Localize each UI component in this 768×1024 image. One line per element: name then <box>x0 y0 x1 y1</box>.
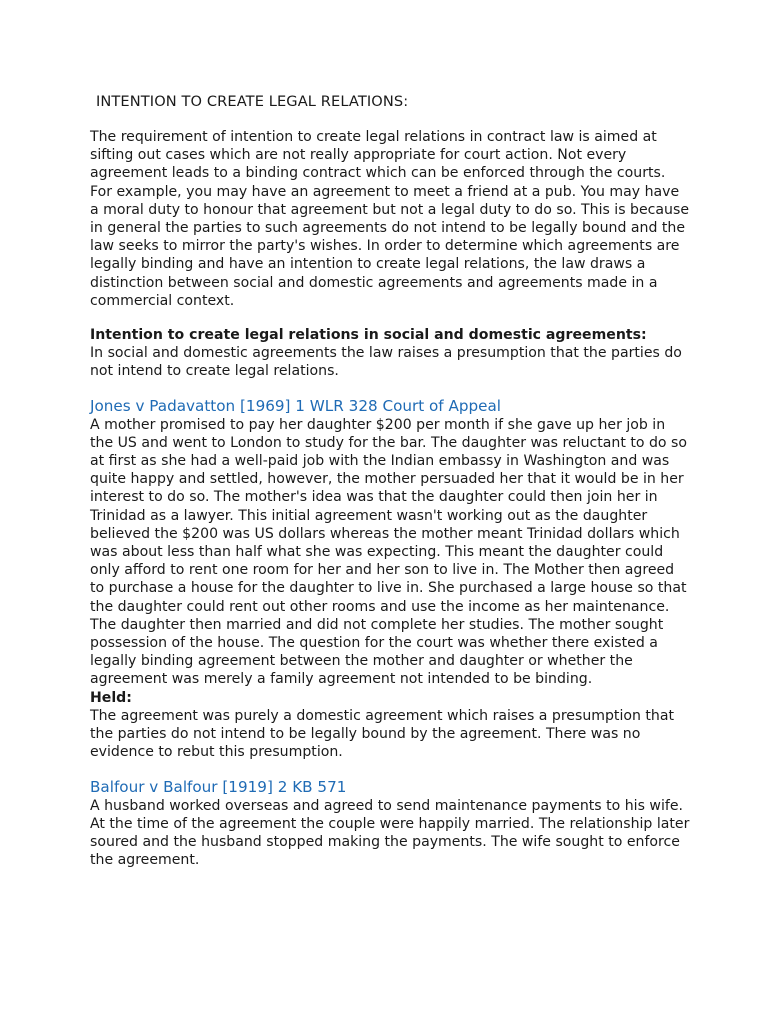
case-facts-balfour: A husband worked overseas and agreed to send maintenance payments to his wife. At the time of the agreement the couple were happily married. The relationship later soured and the husband stopped making the payments. The wife sought to enforce the agreement. <box>90 797 690 869</box>
case-title-balfour: Balfour v Balfour [1919] 2 KB 571 <box>90 777 347 796</box>
section-text: In social and domestic agreements the law raises a presumption that the parties do not intend to create legal relations. <box>90 345 682 380</box>
case-balfour-v-balfour <box>90 778 690 870</box>
intro-paragraph: The requirement of intention to create legal relations in contract law is aimed at sifting out cases which are not really appropriate for court action. Not every agreement leads to a binding contract which can be enforced through the courts. For example, you may have an agreement to meet a friend at a pub. You may have a moral duty to honour that agreement but not a legal duty to do so. This is because in general the parties to such agreements do not intend to be legally bound and the law seeks to mirror the party's wishes. In order to determine which agreements are legally binding and have an intention to create legal relations, the law draws a distinction between social and domestic agreements and agreements made in a commercial context. <box>90 129 689 309</box>
document-title: INTENTION TO CREATE LEGAL RELATIONS: <box>96 93 409 110</box>
document-page <box>90 92 690 885</box>
case-facts-jones: A mother promised to pay her daughter $200 per month if she gave up her job in the US and went to London to study for the bar. The daughter was reluctant to do so at first as she had a well-paid job with the Indian embassy in Washington and was quite happy and settled, however, the mother persuaded her that it would be in her interest to do so. The mother's idea was that the daughter could then join her in Trinidad as a lawyer. This initial agreement wasn't working out as the daughter believed the $200 was US dollars whereas the mother meant Trinidad dollars which was about less than half what she was expecting. This meant the daughter could only afford to rent one room for her and her son to live in. The Mother then agreed to purchase a house for the daughter to live in. She purchased a large house so that the daughter could rent out other rooms and use the income as her maintenance. The daughter then married and did not complete her studies. The mother sought possession of the house. The question for the court was whether there existed a legally binding agreement between the mother and daughter or whether the agreement was merely a family agreement not intended to be binding. <box>90 416 688 688</box>
social-domestic-section <box>90 326 690 381</box>
section-heading: Intention to create legal relations in social and domestic agreements: <box>90 327 647 344</box>
case-held-jones: The agreement was purely a domestic agreement which raises a presumption that the parties do not intend to be legally bound by the agreement. There was no evidence to rebut this presumption. <box>90 707 675 761</box>
held-label: Held: <box>90 689 132 706</box>
case-jones-v-padavatton <box>90 397 690 762</box>
case-title-jones: Jones v Padavatton [1969] 1 WLR 328 Court of Appeal <box>90 396 502 415</box>
